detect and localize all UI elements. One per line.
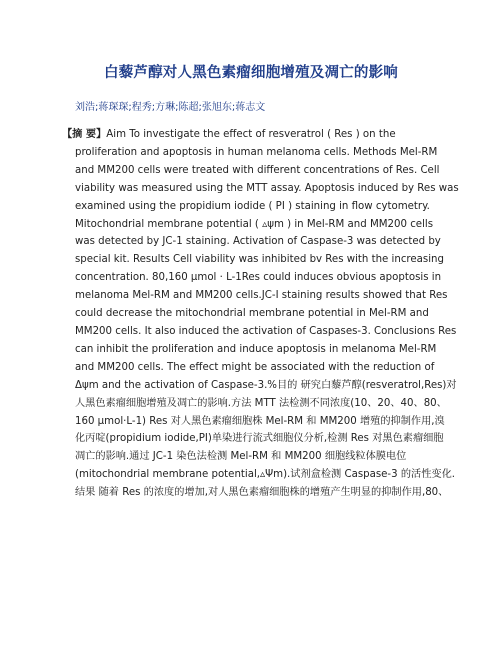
- abstract-line: 化丙啶(propidium iodide,PI)单染进行流式细胞仪分析,检测 Res 对黑色素瘤细胞: [75, 433, 444, 445]
- abstract-line: and MM200 cells. The effect might be associated with the reduction of: [75, 361, 435, 373]
- abstract-line: proliferation and apoptosis in human melanoma cells. Methods Mel-RM: [75, 146, 438, 158]
- abstract-line: special kit. Results Cell viability was inhibited bv Res with the increasing: [75, 254, 444, 266]
- abstract-line: 160 μmol·L-1) Res 对人黑色素瘤细胞株 Mel-RM 和 MM200 增殖的抑制作用,溴: [75, 415, 445, 427]
- abstract-line: 结果 随着 Res 的浓度的增加,对人黑色素瘤细胞株的增殖产生明显的抑制作用,80、: [75, 487, 449, 499]
- abstract-line: Δψm and the activation of Caspase-3.%目的 研究白藜芦醇(resveratrol,Res)对: [75, 379, 457, 391]
- paper-title: 白藜芦醇对人黑色素瘤细胞增殖及凋亡的影响: [104, 65, 398, 81]
- abstract-line: can inhibit the proliferation and induce apoptosis in melanoma Mel-RM: [75, 343, 437, 355]
- abstract-label: 【摘 要】: [62, 129, 107, 140]
- abstract-line: (mitochondrial membrane potential,▵Ψm).试剂盒检测 Caspase-3 的活性变化.: [75, 469, 455, 481]
- abstract-line: and MM200 cells were treated with different concentrations of Res. Cell: [75, 164, 440, 176]
- abstract-section: [62, 126, 459, 502]
- abstract-line: was detected by JC-1 staining. Activation of Caspase-3 was detected by: [75, 236, 441, 248]
- abstract-line: viability was measured using the MTT assay. Apoptosis induced by Res was: [75, 182, 459, 194]
- abstract-line: could decrease the mitochondrial membrane potential in Mel-RM and: [75, 308, 429, 320]
- abstract-line: concentration. 80,160 μmol · L-1Res could induces obvious apoptosis in: [75, 272, 442, 284]
- abstract-line: 凋亡的影响.通过 JC-1 染色法检测 Mel-RM 和 MM200 细胞线粒体膜电位: [75, 451, 407, 463]
- abstract-line: MM200 cells. It also induced the activation of Caspases-3. Conclusions Res: [75, 325, 457, 337]
- abstract-line: melanoma Mel-RM and MM200 cells.JC-I staining results showed that Res: [75, 290, 448, 302]
- abstract-line: 人黑色素瘤细胞增殖及凋亡的影响.方法 MTT 法检测不同浓度(10、20、40、80、: [75, 397, 447, 409]
- abstract-line: Mitochondrial membrane potential ( ▵ψm ) in Mel-RM and MM200 cells: [75, 218, 434, 230]
- abstract-line: examined using the propidium iodide ( PI ) staining in flow cytometry.: [75, 200, 430, 212]
- author-list: 刘浩;蒋琛琛;程秀;方琳;陈超;张旭东;蒋志文: [75, 102, 266, 113]
- abstract-line: 【摘 要】Aim To investigate the effect of resveratrol ( Res ) on the: [62, 129, 396, 140]
